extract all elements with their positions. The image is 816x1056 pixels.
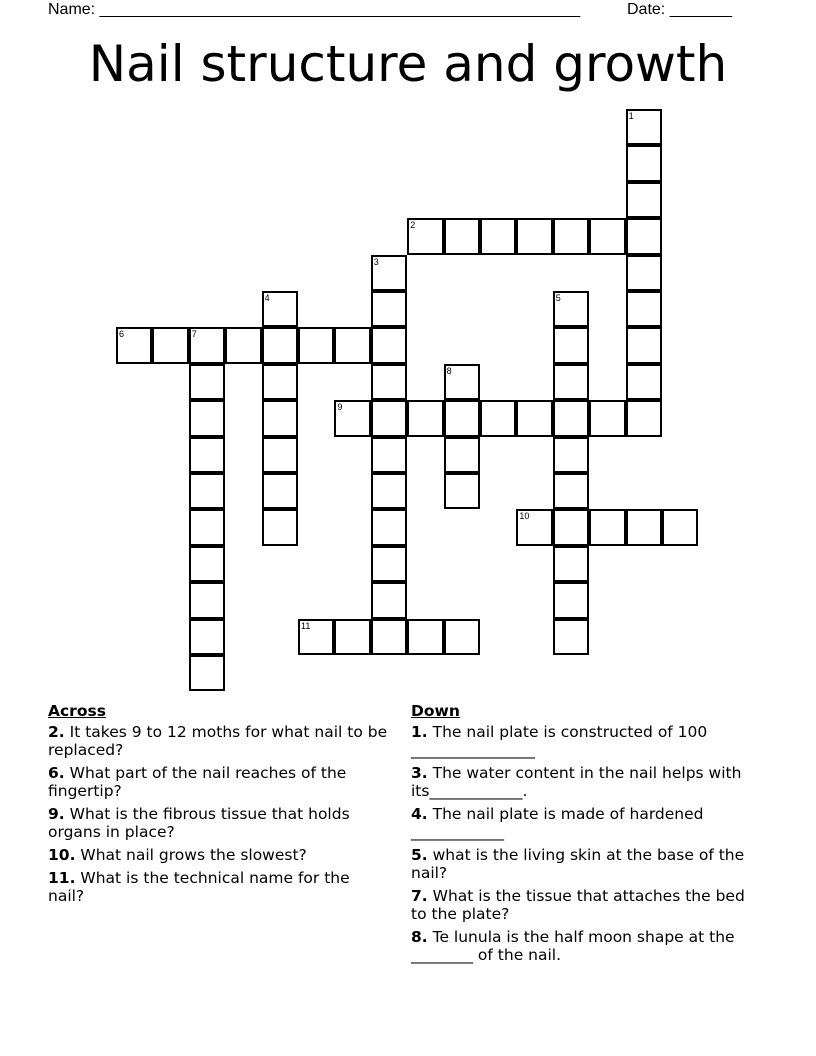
clue-num: 9. xyxy=(48,805,65,823)
grid-cell[interactable] xyxy=(152,327,188,363)
grid-cell[interactable] xyxy=(407,619,443,655)
clue-number: 6 xyxy=(119,329,125,340)
grid-cell[interactable] xyxy=(189,473,225,509)
clue-num: 6. xyxy=(48,764,65,782)
across-clue xyxy=(48,805,388,841)
down-clue xyxy=(411,928,746,964)
clue-num: 1. xyxy=(411,723,428,741)
grid-cell[interactable] xyxy=(189,437,225,473)
date-field[interactable] xyxy=(627,0,732,20)
grid-cell[interactable] xyxy=(262,291,298,327)
grid-cell[interactable] xyxy=(371,255,407,291)
down-clue xyxy=(411,723,746,759)
grid-cell[interactable] xyxy=(371,437,407,473)
grid-cell[interactable] xyxy=(480,218,516,254)
clue-num: 3. xyxy=(411,764,428,782)
across-clue xyxy=(48,723,388,759)
grid-cell[interactable] xyxy=(189,619,225,655)
grid-cell[interactable] xyxy=(444,437,480,473)
clue-text: What nail grows the slowest? xyxy=(80,846,307,864)
clue-num: 2. xyxy=(48,723,65,741)
page-title: Nail structure and growth xyxy=(88,35,728,93)
grid-cell[interactable] xyxy=(553,327,589,363)
grid-cell[interactable] xyxy=(262,400,298,436)
grid-cell[interactable] xyxy=(262,364,298,400)
grid-cell[interactable] xyxy=(371,546,407,582)
grid-cell[interactable] xyxy=(262,327,298,363)
grid-cell[interactable] xyxy=(589,400,625,436)
clue-text: What part of the nail reaches of the fingertip? xyxy=(48,764,347,800)
grid-cell[interactable] xyxy=(553,400,589,436)
name-label: Name: xyxy=(48,1,96,18)
clue-num: 5. xyxy=(411,846,428,864)
grid-cell[interactable] xyxy=(189,582,225,618)
across-clue xyxy=(48,764,388,800)
grid-cell[interactable] xyxy=(334,619,370,655)
grid-cell[interactable] xyxy=(626,327,662,363)
grid-cell[interactable] xyxy=(516,400,552,436)
clue-number: 9 xyxy=(337,402,343,413)
grid-cell[interactable] xyxy=(407,400,443,436)
grid-cell[interactable] xyxy=(407,218,443,254)
grid-cell[interactable] xyxy=(334,327,370,363)
grid-cell[interactable] xyxy=(262,473,298,509)
across-clues xyxy=(48,702,388,910)
grid-cell[interactable] xyxy=(626,291,662,327)
grid-cell[interactable] xyxy=(444,218,480,254)
grid-cell[interactable] xyxy=(371,291,407,327)
down-clue xyxy=(411,764,746,800)
grid-cell[interactable] xyxy=(626,109,662,145)
grid-cell[interactable] xyxy=(371,619,407,655)
down-clue xyxy=(411,887,746,923)
clue-number: 1 xyxy=(628,111,634,121)
grid-cell[interactable] xyxy=(371,364,407,400)
clue-text: What is the fibrous tissue that holds organs in place? xyxy=(48,805,350,841)
across-clue xyxy=(48,869,388,905)
down-clue xyxy=(411,846,746,882)
down-clues xyxy=(411,702,746,969)
clue-text: What is the tissue that attaches the bed to the plate? xyxy=(411,887,745,923)
grid-cell[interactable] xyxy=(334,400,370,436)
clue-number: 5 xyxy=(555,293,561,303)
grid-cell[interactable] xyxy=(553,582,589,618)
clue-text: It takes 9 to 12 moths for what nail to be replaced? xyxy=(48,723,388,759)
clue-number: 11 xyxy=(301,620,311,631)
grid-cell[interactable] xyxy=(371,473,407,509)
clue-text: The nail plate is constructed of 100 ________________ xyxy=(411,723,708,759)
grid-cell[interactable] xyxy=(298,619,334,655)
grid-cell[interactable] xyxy=(189,546,225,582)
down-heading: Down xyxy=(411,702,460,720)
grid-cell[interactable] xyxy=(262,509,298,545)
grid-cell[interactable] xyxy=(444,400,480,436)
clue-number: 2 xyxy=(410,220,416,231)
grid-cell[interactable] xyxy=(553,218,589,254)
grid-cell[interactable] xyxy=(189,400,225,436)
grid-cell[interactable] xyxy=(553,364,589,400)
grid-cell[interactable] xyxy=(116,327,152,363)
grid-cell[interactable] xyxy=(225,327,261,363)
grid-cell[interactable] xyxy=(626,218,662,254)
grid-cell[interactable] xyxy=(371,509,407,545)
grid-cell[interactable] xyxy=(189,655,225,691)
grid-cell[interactable] xyxy=(371,327,407,363)
grid-cell[interactable] xyxy=(626,400,662,436)
grid-cell[interactable] xyxy=(662,509,698,545)
clue-num: 4. xyxy=(411,805,428,823)
name-blank: ______________________________________________________ xyxy=(99,1,581,18)
name-field[interactable] xyxy=(48,0,580,20)
grid-cell[interactable] xyxy=(444,473,480,509)
grid-cell[interactable] xyxy=(516,218,552,254)
clue-number: 10 xyxy=(519,511,530,522)
clue-text: What is the technical name for the nail? xyxy=(48,869,350,905)
clue-num: 10. xyxy=(48,846,76,864)
grid-cell[interactable] xyxy=(553,473,589,509)
grid-cell[interactable] xyxy=(553,619,589,655)
grid-cell[interactable] xyxy=(444,364,480,400)
grid-cell[interactable] xyxy=(553,291,589,327)
down-clue xyxy=(411,805,746,841)
clue-text: The water content in the nail helps with its____________. xyxy=(411,764,742,800)
clue-number: 3 xyxy=(373,256,379,267)
across-heading: Across xyxy=(48,702,106,720)
grid-cell[interactable] xyxy=(298,327,334,363)
grid-cell[interactable] xyxy=(626,364,662,400)
across-clue xyxy=(48,846,388,864)
grid-cell[interactable] xyxy=(553,509,589,545)
clue-number: 7 xyxy=(191,329,197,340)
grid-cell[interactable] xyxy=(262,437,298,473)
grid-cell[interactable] xyxy=(371,400,407,436)
date-label: Date: xyxy=(627,1,666,18)
grid-cell[interactable] xyxy=(589,509,625,545)
grid-cell[interactable] xyxy=(553,546,589,582)
grid-cell[interactable] xyxy=(189,509,225,545)
clue-text: Te lunula is the half moon shape at the ________ of the nail. xyxy=(411,928,735,964)
grid-cell[interactable] xyxy=(626,255,662,291)
grid-cell[interactable] xyxy=(480,400,516,436)
grid-cell[interactable] xyxy=(626,182,662,218)
clue-num: 7. xyxy=(411,887,428,905)
grid-cell[interactable] xyxy=(189,327,225,363)
grid-cell[interactable] xyxy=(553,437,589,473)
grid-cell[interactable] xyxy=(516,509,552,545)
clue-number: 8 xyxy=(446,365,452,376)
clue-number: 4 xyxy=(264,293,270,303)
date-blank: _______ xyxy=(669,1,732,18)
grid-cell[interactable] xyxy=(626,145,662,181)
clue-num: 11. xyxy=(48,869,76,887)
grid-cell[interactable] xyxy=(626,509,662,545)
clue-text: what is the living skin at the base of the nail? xyxy=(411,846,745,882)
clue-text: The nail plate is made of hardened ____________ xyxy=(411,805,704,841)
grid-cell[interactable] xyxy=(189,364,225,400)
grid-cell[interactable] xyxy=(371,582,407,618)
grid-cell[interactable] xyxy=(589,218,625,254)
clue-num: 8. xyxy=(411,928,428,946)
grid-cell[interactable] xyxy=(444,619,480,655)
